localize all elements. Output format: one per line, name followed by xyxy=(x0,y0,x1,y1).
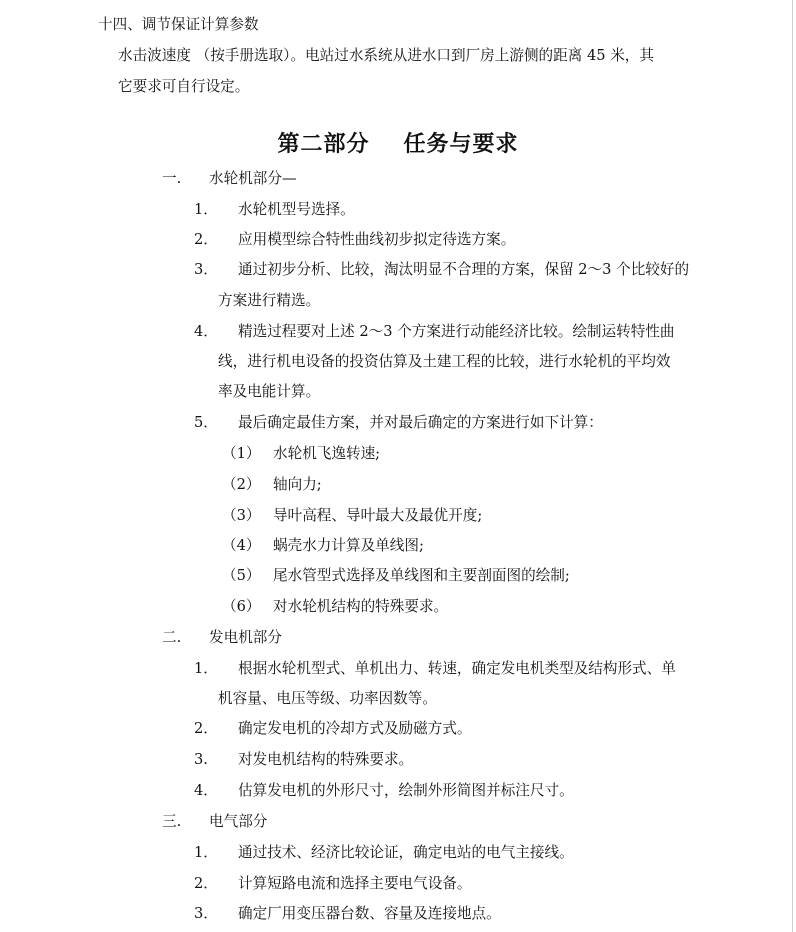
list-item-continuation: 线，进行机电设备的投资估算及土建工程的比较，进行水轮机的平均效 xyxy=(218,353,671,370)
list-item: 通过初步分析、比较，淘汰明显不合理的方案，保留 2～3 个比较好的 xyxy=(238,261,690,278)
list-item-number: 3． xyxy=(194,261,218,278)
list-item: 对发电机结构的特殊要求。 xyxy=(238,751,414,768)
section-number: 三. xyxy=(162,813,182,830)
sub-item: 导叶高程、导叶最大及最优开度; xyxy=(273,507,483,524)
list-item-number: 2． xyxy=(194,231,218,248)
list-item-number: 2． xyxy=(194,875,218,892)
list-item: 确定发电机的冷却方式及励磁方式。 xyxy=(238,720,472,737)
list-item: 计算短路电流和选择主要电气设备。 xyxy=(238,875,472,892)
sub-item-number: （1） xyxy=(222,445,261,462)
list-item: 精选过程要对上述 2～3 个方案进行动能经济比较。绘制运转特性曲 xyxy=(238,323,675,340)
section-number: 一. xyxy=(162,170,182,187)
list-item: 最后确定最佳方案，并对最后确定的方案进行如下计算： xyxy=(238,414,603,431)
sub-item: 尾水管型式选择及单线图和主要剖面图的绘制; xyxy=(273,567,570,584)
section-heading: 十四、调节保证计算参数 xyxy=(98,16,259,33)
section-number: 二. xyxy=(162,629,182,646)
list-item-number: 1． xyxy=(194,844,218,861)
list-item-number: 1． xyxy=(194,660,218,677)
list-item-number: 3. xyxy=(194,751,208,768)
paragraph-line: 水击波速度 （按手册选取）。电站过水系统从进水口到厂房上游侧的距离 45 米，其 xyxy=(118,47,654,64)
list-item-number: 5． xyxy=(194,414,218,431)
list-item-number: 4． xyxy=(194,782,218,799)
list-item-continuation: 方案进行精选。 xyxy=(218,292,321,309)
list-item: 水轮机型号选择。 xyxy=(238,201,355,218)
list-item: 确定厂用变压器台数、容量及连接地点。 xyxy=(238,905,501,922)
section-heading: 电气部分 xyxy=(209,813,268,830)
sub-item: 轴向力; xyxy=(273,476,322,493)
list-item-number: 2． xyxy=(194,720,218,737)
part-title-text: 任务与要求 xyxy=(403,132,519,157)
list-item-number: 3． xyxy=(194,905,218,922)
section-heading: 发电机部分 xyxy=(209,629,282,646)
list-item-continuation: 率及电能计算。 xyxy=(218,383,321,400)
part-title-number: 第二部分 xyxy=(277,132,370,157)
part-title xyxy=(0,130,796,160)
list-item-number: 4． xyxy=(194,323,218,340)
sub-item: 水轮机飞逸转速; xyxy=(273,445,381,462)
list-item-continuation: 机容量、电压等级、功率因数等。 xyxy=(218,690,437,707)
paragraph-line: 它要求可自行设定。 xyxy=(118,78,250,95)
sub-item-number: （3） xyxy=(222,507,261,524)
sub-item-number: （6） xyxy=(222,598,261,615)
sub-item-number: （4） xyxy=(222,537,261,554)
list-item: 估算发电机的外形尺寸，绘制外形简图并标注尺寸。 xyxy=(238,782,574,799)
sub-item: 蜗壳水力计算及单线图; xyxy=(273,537,424,554)
list-item-number: 1． xyxy=(194,201,218,218)
list-item: 通过技术、经济比较论证，确定电站的电气主接线。 xyxy=(238,844,574,861)
sub-item: 对水轮机结构的特殊要求。 xyxy=(273,598,449,615)
sub-item-number: （2） xyxy=(222,476,261,493)
list-item: 根据水轮机型式、单机出力、转速，确定发电机类型及结构形式、单 xyxy=(238,660,676,677)
list-item: 应用模型综合特性曲线初步拟定待选方案。 xyxy=(238,231,516,248)
section-heading: 水轮机部分— xyxy=(209,170,297,187)
sub-item-number: （5） xyxy=(222,567,261,584)
